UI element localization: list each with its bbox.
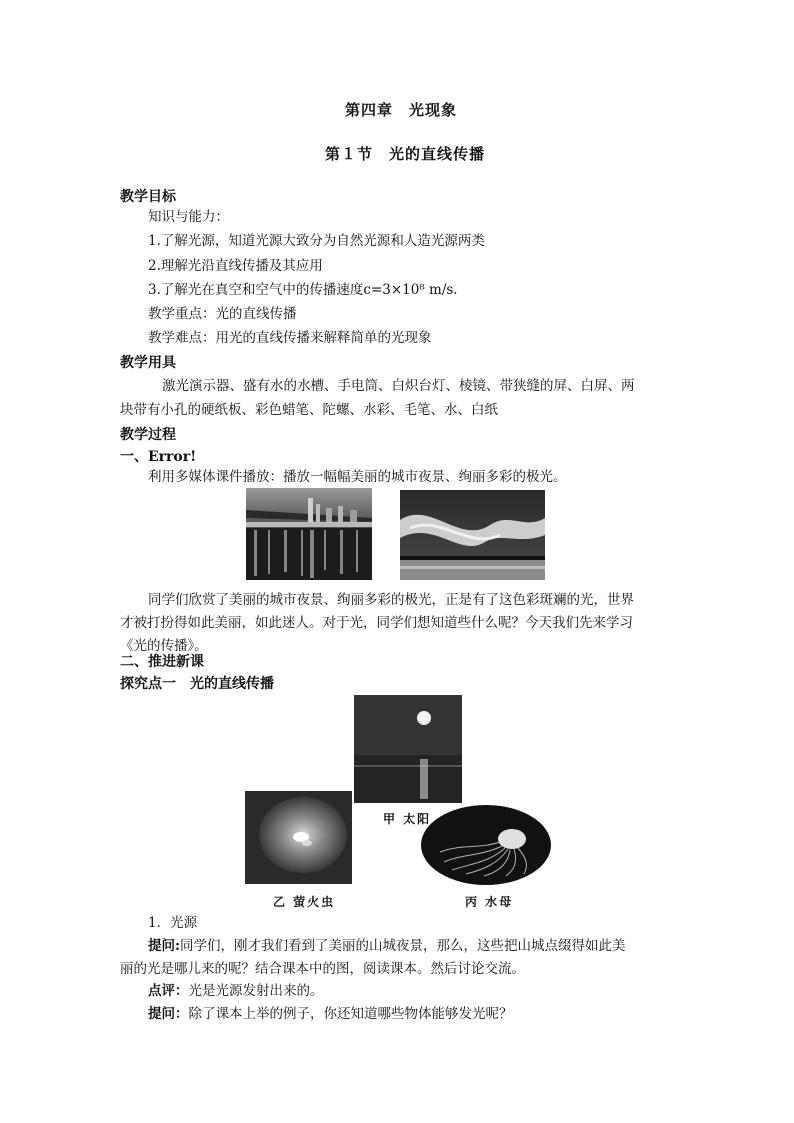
explore-heading: 探究点一 光的直线传播 [120,676,274,692]
question-2 [148,1005,513,1023]
comment-1-text: 光是光源发射出来的。 [188,983,324,999]
chapter-title: 第四章 光现象 [345,101,458,119]
knowledge-label: 知识与能力： [148,209,229,225]
comment-1-label: 点评： [148,983,189,999]
sun-photo [354,695,462,803]
question-2-text: 除了课本上举的例子，你还知道哪些物体能够发光呢？ [188,1006,513,1022]
question-1-line-1 [148,937,625,955]
firefly-photo [245,791,352,884]
comment-1 [148,982,324,1000]
aurora-photo [400,490,545,580]
caption-jellyfish: 丙 水母 [465,895,514,909]
question-1-line-2: 丽的光是哪儿来的呢？结合课本中的图，阅读课本。然后讨论交流。 [120,961,525,977]
goal-item-1: 1.了解光源，知道光源大致分为自然光源和人造光源两类 [148,233,485,249]
caption-sun: 甲 太阳 [383,812,432,826]
key-point: 教学重点：光的直线传播 [148,306,297,322]
goal-item-2: 2.理解光沿直线传播及其应用 [148,258,323,274]
tools-line-1: 激光演示器、盛有水的水槽、手电筒、白炽台灯、棱镜、带狭缝的屏、白屏、两 [162,378,635,394]
tools-heading: 教学用具 [120,355,176,371]
goals-heading: 教学目标 [120,189,176,205]
section-title: 第１节 光的直线传播 [325,145,486,163]
process-heading: 教学过程 [120,427,176,443]
intro-para-line-1: 同学们欣赏了美丽的城市夜景、绚丽多彩的极光，正是有了这色彩斑斓的光，世界 [148,592,634,608]
jellyfish-photo [420,804,552,886]
question-1-text: 同学们，刚才我们看到了美丽的山城夜景，那么，这些把山城点缀得如此美 [179,938,626,954]
intro-para-line-3: 《光的传播》。 [120,638,208,654]
question-2-label: 提问： [148,1006,189,1022]
question-1-label: 提问: [148,938,180,954]
city-night-photo [246,488,372,580]
part1-heading: 一、Error! [120,449,197,465]
light-source-heading: 1．光源 [148,915,198,931]
tools-line-2: 块带有小孔的硬纸板、彩色蜡笔、陀螺、水彩、毛笔、水、白纸 [120,402,498,418]
goal-item-3: 3.了解光在真空和空气中的传播速度c=3×10⁸ m/s. [148,282,458,298]
caption-firefly: 乙 萤火虫 [273,895,336,909]
part1-text: 利用多媒体课件播放：播放一幅幅美丽的城市夜景、绚丽多彩的极光。 [148,469,567,485]
part2-heading: 二、推进新课 [120,654,204,670]
difficulty: 教学难点：用光的直线传播来解释简单的光现象 [148,330,432,346]
intro-para-line-2: 才被打扮得如此美丽，如此迷人。对于光，同学们想知道些什么呢？今天我们先来学习 [120,615,633,631]
